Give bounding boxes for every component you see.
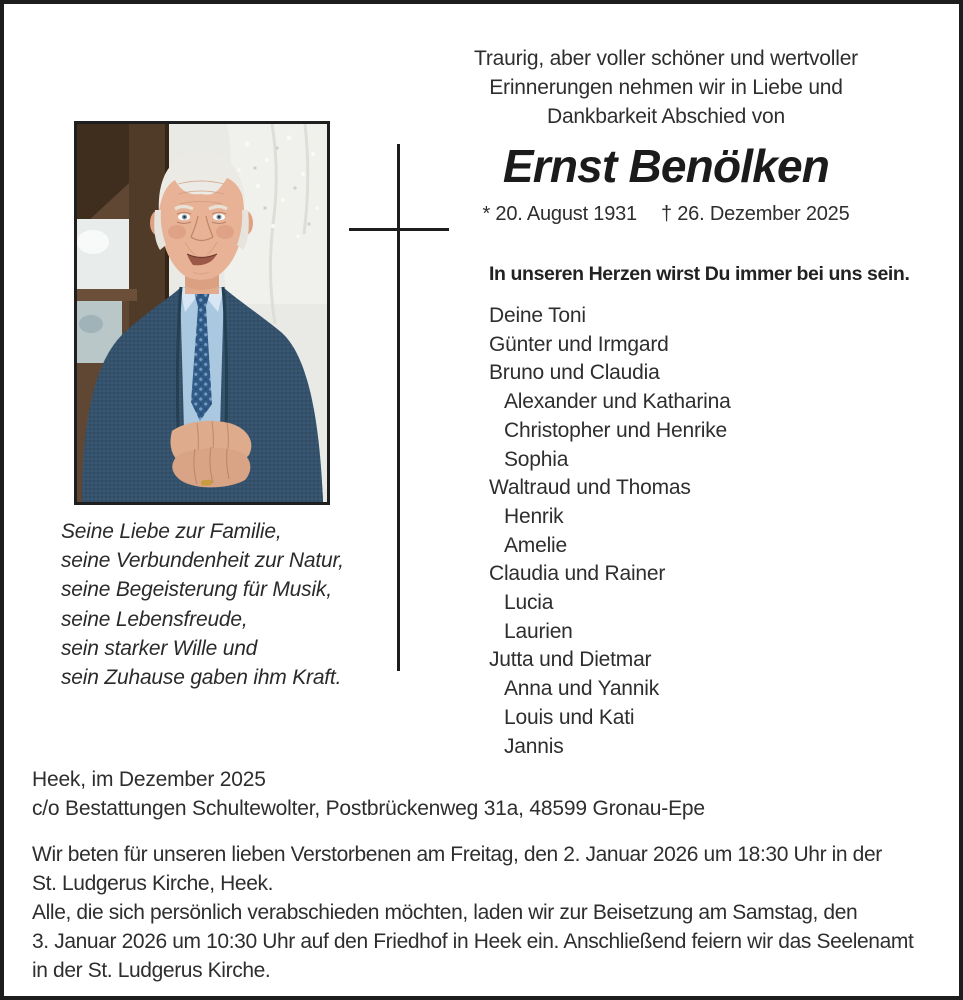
mourner-name: Alexander und Katharina [504,390,731,414]
tribute-line: seine Verbundenheit zur Natur, [61,549,344,573]
mourner-name: Deine Toni [489,304,586,327]
intro-text [431,44,901,131]
place-date: Heek, im Dezember 2025 [32,768,266,791]
mourner-name: Waltraud und Thomas [489,476,691,500]
mourner-name: Sophia [504,447,569,471]
tribute-text [61,517,344,692]
intro-line: Erinnerungen nehmen wir in Liebe und [489,76,843,99]
memorial-cross-bar [349,228,449,231]
portrait-photo [74,121,330,505]
mourner-name: Henrik [504,504,564,528]
service-line: Wir beten für unseren lieben Verstorbenen am Freitag, den 2. Januar 2026 um 18:30 Uhr in der [32,843,882,866]
portrait-illustration [77,124,327,502]
tribute-line: Seine Liebe zur Familie, [61,520,282,543]
mourner-name: Laurien [504,619,573,643]
mourner-name: Günter und Irmgard [489,332,669,356]
tribute-line: seine Lebensfreude, [61,607,248,631]
mourner-name: Jutta und Dietmar [489,648,652,672]
birth-date: * 20. August 1931 [482,203,637,225]
mourners-list [489,302,731,761]
deceased-name: Ernst Benölken [502,140,830,192]
tribute-line: seine Begeisterung für Musik, [61,578,332,602]
intro-line: Dankbarkeit Abschied von [546,105,785,128]
life-dates [431,201,901,227]
mourner-name: Louis und Kati [504,705,635,729]
service-line: Alle, die sich persönlich verabschieden möchten, laden wir zur Beisetzung am Samstag, den [32,901,858,924]
tribute-line: sein Zuhause gaben ihm Kraft. [61,666,342,690]
mourner-name: Bruno und Claudia [489,361,660,385]
service-info [32,840,913,985]
mourner-name: Anna und Yannik [504,677,660,701]
mourner-name: Claudia und Rainer [489,562,666,586]
death-date: † 26. Dezember 2025 [660,203,850,225]
mourner-name: Jannis [504,734,564,758]
service-line: in der St. Ludgerus Kirche. [32,959,271,982]
memorial-cross [397,144,400,671]
mourner-name: Amelie [504,533,567,557]
mourner-name: Lucia [504,591,554,615]
service-line: 3. Januar 2026 um 10:30 Uhr auf den Friedhof in Heek ein. Anschließend feiern wir das Seelenamt [32,930,914,953]
devotion-line: In unseren Herzen wirst Du immer bei uns sein. [489,263,910,285]
tribute-line: sein starker Wille und [61,636,258,660]
funeral-home-address: c/o Bestattungen Schultewolter, Postbrückenweg 31a, 48599 Gronau-Epe [32,797,705,820]
intro-line: Traurig, aber voller schöner und wertvoller [474,47,858,70]
service-line: St. Ludgerus Kirche, Heek. [32,872,274,895]
mourner-name: Christopher und Henrike [504,418,728,442]
